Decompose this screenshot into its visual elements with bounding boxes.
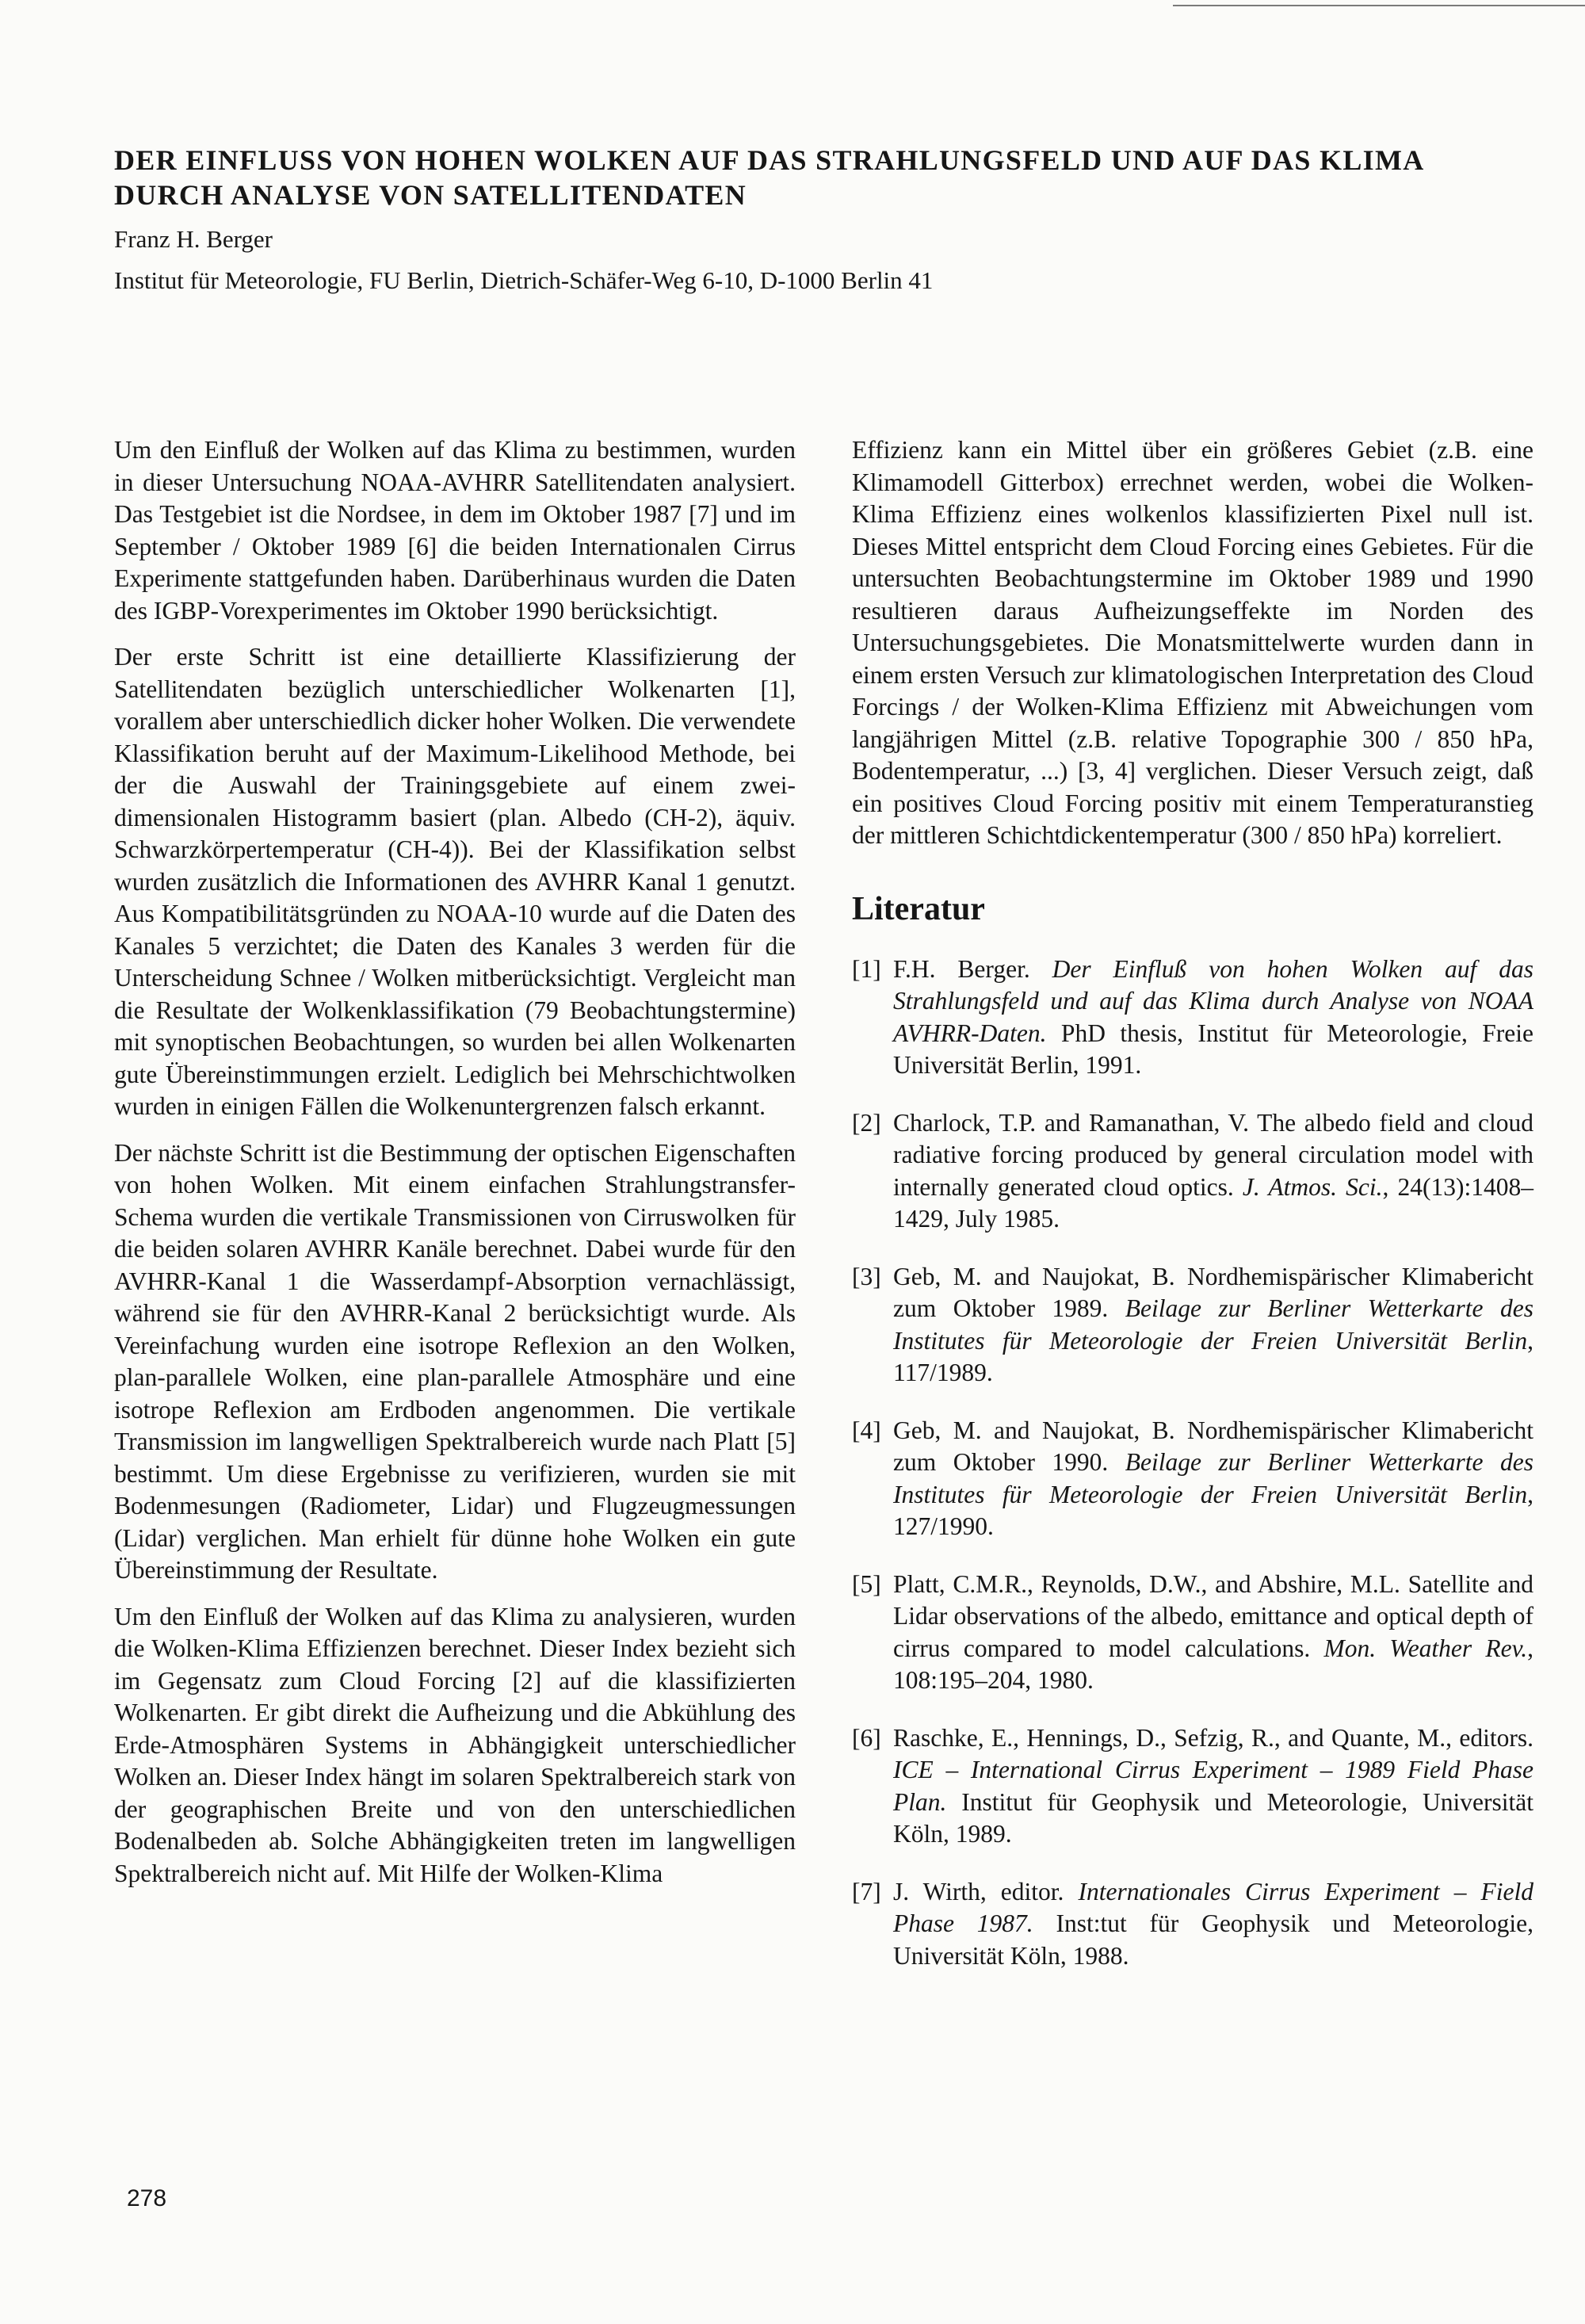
reference-item [852,1261,1533,1389]
reference-item [852,1569,1533,1697]
body-paragraph: Um den Einfluß der Wolken auf das Klima zu analysieren, wurden die Wolken-Klima Effizienzen berechnet. Dieser Index bezieht sich im Gegensatz zum Cloud Forcing [2] auf die klassifizierten Wolkenarten. Er gibt direkt die Aufheizung und die Abkühlung des Erde-Atmosphären Systems in Abhängigkeit unterschiedlicher Wolken an. Dieser Index hängt im solaren Spektralbereich stark von der geographischen Breite und von den unterschiedlichen Bodenalbeden ab. Solche Abhängigkeiten treten im langwelligen Spektralbereich nicht auf. Mit Hilfe der Wolken-Klima [114,1602,796,1887]
reference-number: [4] [852,1416,881,1444]
top-rule [1173,5,1585,6]
reference-number: [1] [852,954,881,983]
reference-item [852,1876,1533,1973]
reference-text: Platt, C.M.R., Reynolds, D.W., and Abshire, M.L. Satellite and Lidar observations of the albedo, emittance and optical depth of cirrus compared to model calculations. Mon. Weather Rev., 108:195–204, 1980. [893,1569,1533,1694]
right-column [852,434,1533,1997]
author-name: Franz H. Berger [114,225,273,253]
reference-number: [3] [852,1262,881,1290]
reference-text: Charlock, T.P. and Ramanathan, V. The albedo field and cloud radiative forcing produced by general circulation model with internally generated cloud optics. J. Atmos. Sci., 24(13):1408–1429, July 1985. [893,1108,1533,1233]
literature-heading: Literatur [852,890,985,927]
reference-number: [2] [852,1108,881,1137]
body-paragraph: Der erste Schritt ist eine detaillierte Klassifizierung der Satellitendaten bezüglich unterschiedlicher Wolkenarten [1], vorallem aber unterschiedlich dicker hoher Wolken. Die verwendete Klassifikation beruht auf der Maximum-Likelihood Methode, bei der die Auswahl der Trainingsgebiete auf einem zwei-dimensionalen Histogramm basiert (plan. Albedo (CH-2), äquiv. Schwarzkörpertemperatur (CH-4)). Bei der Klassifikation selbst wurden zusätzlich die Informationen des AVHRR Kanal 1 genutzt. Aus Kompatibilitätsgründen zu NOAA-10 wurde auf die Daten des Kanales 5 verzichtet; die Daten des Kanales 3 werden für die Unterscheidung Schnee / Wolken mitberücksichtigt. Vergleicht man die Resultate der Wolkenklassifikation (79 Beobachtungstermine) mit synoptischen Beobachtungen, so wurden bei allen Wolkenarten gute Übereinstimmungen erzielt. Lediglich bei Mehrschichtwolken wurden in einigen Fällen die Wolkenuntergrenzen falsch erkannt. [114,643,796,1120]
reference-item [852,954,1533,1082]
page-number: 278 [127,2185,167,2211]
reference-text: Raschke, E., Hennings, D., Sefzig, R., and Quante, M., editors. ICE – International Cirrus Experiment – 1989 Field Phase Plan. Institut für Geophysik und Meteorologie, Universität Köln, 1989. [893,1723,1533,1848]
body-paragraph: Effizienz kann ein Mittel über ein größeres Gebiet (z.B. eine Klimamodell Gitterbox) errechnet werden, wobei die Wolken-Klima Effizienz eines wolkenlos klassifizierten Pixel null ist. Dieses Mittel entspricht dem Cloud Forcing eines Gebietes. Für die untersuchten Beobachtungstermine im Oktober 1989 und 1990 resultieren daraus Aufheizungseffekte im Norden des Untersuchungsgebietes. Die Monatsmittelwerte wurden dann in einem ersten Versuch zur klimatologischen Interpretation des Cloud Forcings / der Wolken-Klima Effizienz mit Abweichungen vom langjährigen Mittel (z.B. relative Topographie 300 / 850 hPa, Bodentemperatur, ...) [3, 4] verglichen. Dieser Versuch zeigt, daß ein positives Cloud Forcing positiv mit einem Temperaturanstieg der mittleren Schichtdickentemperatur (300 / 850 hPa) korreliert. [852,436,1533,849]
paper-title: DER EINFLUSS VON HOHEN WOLKEN AUF DAS STRAHLUNGSFELD UND AUF DAS KLIMA DURCH ANALYSE VON SATELLITENDATEN [114,144,1423,211]
body-paragraph: Um den Einfluß der Wolken auf das Klima zu bestimmen, wurden in dieser Untersuchung NOAA-AVHRR Satellitendaten analysiert. Das Testgebiet ist die Nordsee, in dem im Oktober 1987 [7] und im September / Oktober 1989 [6] die beiden Internationalen Cirrus Experimente stattgefunden haben. Darüberhinaus wurden die Daten des IGBP-Vorexperimentes im Oktober 1990 berücksichtigt. [114,436,796,625]
reference-item [852,1722,1533,1851]
reference-text: J. Wirth, editor. Internationales Cirrus Experiment – Field Phase 1987. Inst:tut für Geophysik und Meteorologie, Universität Köln, 1988. [893,1877,1534,1970]
body-paragraph: Der nächste Schritt ist die Bestimmung der optischen Eigenschaften von hohen Wolken. Mit einem einfachen Strahlungstransfer-Schema wurden die vertikale Transmissionen von Cirruswolken für die beiden solaren AVHRR Kanäle berechnet. Dabei wurde für den AVHRR-Kanal 1 die Wasserdampf-Absorption vernachlässigt, während sie für den AVHRR-Kanal 2 berücksichtigt wurde. Als Vereinfachung wurden eine isotrope Reflexion an den Wolken, plan-parallele Wolken, eine plan-parallele Atmosphäre und eine isotrope Reflexion am Erdboden angenommen. Die vertikale Transmission im langwelligen Spektralbereich wurde nach Platt [5] bestimmt. Um diese Ergebnisse zu verifizieren, wurden sie mit Bodenmesungen (Radiometer, Lidar) und Flugzeugmessungen (Lidar) verglichen. Man erhielt für dünne hohe Wolken ein gute Übereinstimmung der Resultate. [114,1138,796,1584]
reference-text: F.H. Berger. Der Einfluß von hohen Wolken auf das Strahlungsfeld und auf das Klima durch Analyse von NOAA AVHRR-Daten. PhD thesis, Institut für Meteorologie, Freie Universität Berlin, 1991. [893,954,1533,1079]
reference-text: Geb, M. and Naujokat, B. Nordhemispärischer Klimabericht zum Oktober 1990. Beilage zur Berliner Wetterkarte des Institutes für Meteorologie der Freien Universität Berlin, 127/1990. [893,1416,1533,1540]
reference-list [852,954,1533,1973]
reference-item [852,1107,1533,1236]
reference-number: [6] [852,1723,881,1752]
reference-number: [7] [852,1877,881,1905]
author-affiliation: Institut für Meteorologie, FU Berlin, Dietrich-Schäfer-Weg 6-10, D-1000 Berlin 41 [114,266,934,294]
reference-item [852,1415,1533,1543]
reference-text: Geb, M. and Naujokat, B. Nordhemispärischer Klimabericht zum Oktober 1989. Beilage zur Berliner Wetterkarte des Institutes für Meteorologie der Freien Universität Berlin, 117/1989. [893,1262,1533,1386]
reference-number: [5] [852,1569,881,1598]
paper-header [114,143,1525,296]
left-column [114,434,796,1904]
